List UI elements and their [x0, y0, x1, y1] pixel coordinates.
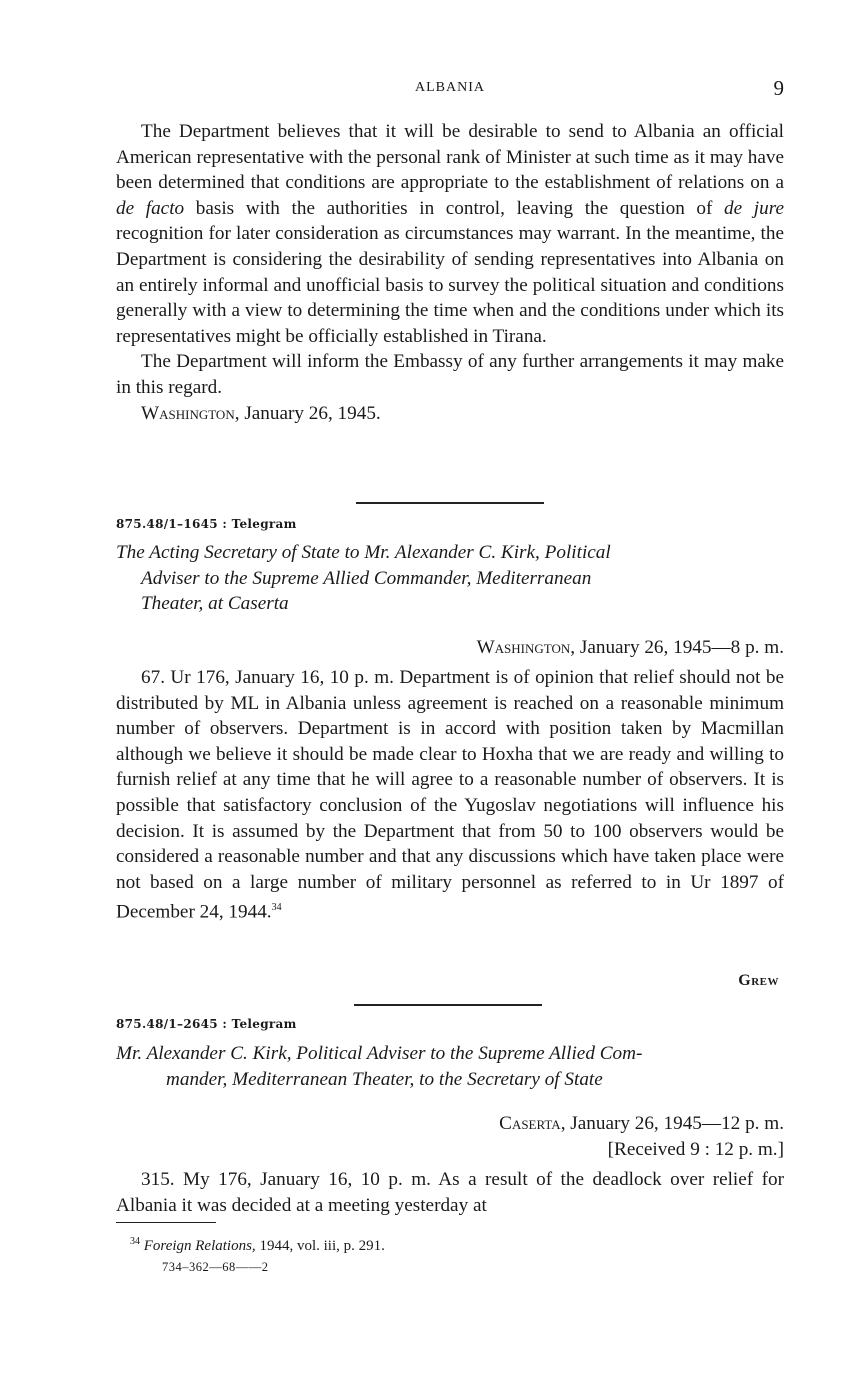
sign-place: Washington — [141, 402, 235, 424]
doc2-dateline — [477, 635, 784, 661]
doc2-paragraph — [116, 665, 784, 925]
footnote-divider — [116, 1222, 216, 1223]
doc1-signoff — [116, 401, 784, 427]
doc2-text: 67. Ur 176, January 16, 10 p. m. Department is of opinion that relief should not be distributed by ML in Albania unless agreement is reached on a reasonable minimum number of observers. Department is in accord with position taken by Macmillan although we believe it should be made clear to Hoxha that we are ready and willing to furnish relief at any time that he will agree to a reasonable number of observers. It is possible that satisfactory conclusion of the Yugoslav negotiations will influence his decision. It is assumed by the Department that from 50 to 100 observers would be considered a reasonable number and that any discussions which have taken place were not based on a large number of military personnel as referred to in Ur 1897 of December 24, 1944. — [116, 667, 784, 923]
doc1-body — [116, 119, 784, 426]
footnote-marker: 34 — [271, 902, 282, 914]
doc3-dateline — [499, 1111, 784, 1137]
doc2-body — [116, 665, 784, 925]
doc3-heading-line: Mr. Alexander C. Kirk, Political Adviser to the Supreme Allied Com- — [116, 1043, 643, 1064]
doc3-heading — [116, 1041, 784, 1092]
doc2-file-ref: 875.48/1–1645 : Telegram — [116, 517, 297, 531]
page-number: 9 — [773, 76, 784, 100]
doc2-heading — [116, 540, 812, 617]
dateline-place: Caserta — [499, 1113, 561, 1134]
section-divider — [356, 502, 544, 504]
doc3-body — [116, 1167, 784, 1218]
doc2-signature: Grew — [738, 972, 779, 989]
running-head: ALBANIA — [415, 80, 485, 95]
footnote-number: 34 — [130, 1236, 140, 1247]
doc2-heading-line: Theater, at Caserta — [141, 593, 289, 615]
footnote-title: Foreign Relations, — [143, 1238, 256, 1254]
doc1-paragraph: The Department will inform the Embassy of any further arrangements it may make in this regard. — [116, 351, 784, 398]
page-header — [116, 76, 784, 102]
doc3-received: [Received 9 : 12 p. m.] — [607, 1139, 784, 1160]
footnote-citation: 1944, vol. iii, p. 291. — [255, 1238, 385, 1254]
footnote — [130, 1236, 385, 1255]
section-divider — [354, 1004, 542, 1006]
doc2-heading-line: Adviser to the Supreme Allied Commander, Mediterranean — [141, 567, 592, 589]
doc2-heading-line: The Acting Secretary of State to Mr. Alexander C. Kirk, Political — [116, 542, 611, 563]
dateline-date: , January 26, 1945—12 p. m. — [560, 1113, 784, 1134]
printer-mark: 734–362—68——2 — [162, 1260, 269, 1274]
doc3-paragraph: 315. My 176, January 16, 10 p. m. As a result of the deadlock over relief for Albania it was decided at a meeting yesterday at — [116, 1169, 784, 1216]
doc3-file-ref: 875.48/1–2645 : Telegram — [116, 1017, 297, 1031]
doc3-heading-line: mander, Mediterranean Theater, to the Secretary of State — [166, 1068, 603, 1090]
dateline-place: Washington — [476, 637, 571, 658]
doc1-paragraph: The Department believes that it will be desirable to send to Albania an official American representative with the personal rank of Minister at such time as it may have been determined that conditions are appropriate to the establishment of relations on a de facto basis with the authorities in control, leaving the question of de jure recognition for later consideration as circumstances may warrant. In the meantime, the Department is considering the desirability of sending representatives into Albania on an entirely informal and unofficial basis to survey the political situation and conditions generally with a view to determining the time when and the conditions under which its representatives might be officially established in Tirana. — [116, 121, 784, 347]
dateline-date: , January 26, 1945—8 p. m. — [570, 637, 784, 658]
sign-date: , January 26, 1945. — [234, 402, 381, 424]
